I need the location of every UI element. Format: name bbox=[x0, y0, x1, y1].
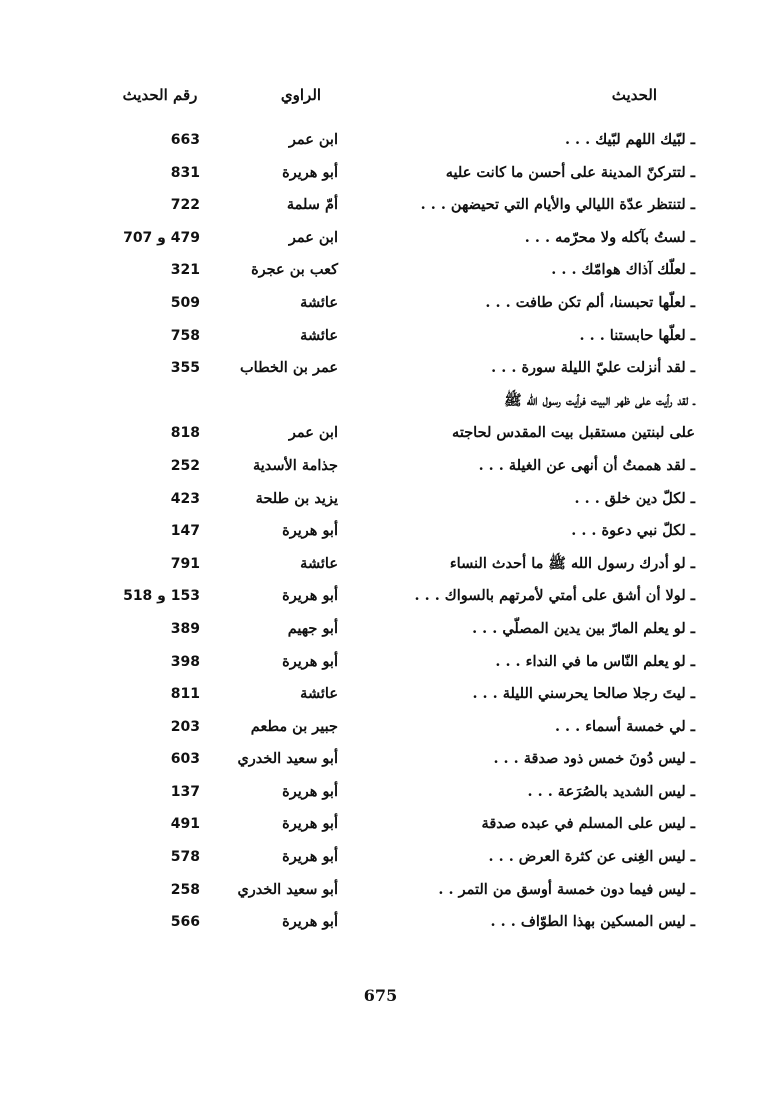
hadith-text: ـ ليس المسكين بهذا الطوّاف . . . bbox=[490, 913, 695, 931]
hadith-number: 423 bbox=[170, 490, 200, 507]
hadith-number: 389 bbox=[170, 620, 200, 637]
hadith-text: ـ لقد أنزلت عليّ الليلة سورة . . . bbox=[491, 359, 695, 377]
hadith-text: ـ لعلّها تحبسنا، ألم تكن طافت . . . bbox=[485, 293, 695, 311]
narrator: جذامة الأسدية bbox=[252, 456, 338, 474]
narrator: أمّ سلمة bbox=[286, 196, 338, 214]
narrator: كعب بن عجرة bbox=[251, 261, 338, 279]
table-row bbox=[0, 841, 761, 874]
hadith-number: 578 bbox=[170, 849, 200, 866]
page-number: 675 bbox=[363, 986, 398, 1005]
narrator: أبو هريرة bbox=[282, 163, 338, 181]
narrator: يزيد بن طلحة bbox=[255, 489, 338, 507]
hadith-number: 137 bbox=[170, 783, 200, 800]
table-row bbox=[0, 222, 761, 255]
hadith-number: 252 bbox=[170, 457, 200, 474]
narrator: أبو هريرة bbox=[282, 913, 338, 931]
hadith-text: ـ ليس فيما دون خمسة أوسق من التمر . . bbox=[438, 880, 695, 898]
table-row bbox=[0, 450, 761, 483]
hadith-text: ـ لي خمسة أسماء . . . bbox=[554, 717, 695, 735]
table-row bbox=[0, 189, 761, 222]
table-header bbox=[0, 86, 761, 116]
table-row bbox=[0, 678, 761, 711]
narrator: أبو هريرة bbox=[282, 652, 338, 670]
hadith-number: 491 bbox=[170, 816, 200, 833]
table-row bbox=[0, 874, 761, 907]
hadith-number: 603 bbox=[170, 751, 200, 768]
hadith-number: 398 bbox=[170, 653, 200, 670]
table-row bbox=[0, 776, 761, 809]
hadith-number: 566 bbox=[170, 914, 200, 931]
hadith-text: ـ لو أدرك رسول الله ﷺ ما أحدث النساء bbox=[449, 554, 695, 572]
hadith-text: ـ لكلّ نبي دعوة . . . bbox=[571, 522, 695, 540]
narrator: أبو جهيم bbox=[287, 619, 338, 637]
hadith-text: ـ لعلّك آذاك هوامّك . . . bbox=[551, 261, 695, 279]
narrator: عائشة bbox=[300, 685, 338, 703]
table-row bbox=[0, 548, 761, 581]
narrator: أبو سعيد الخدري bbox=[237, 880, 338, 898]
hadith-text: ـ لقد رأيت على ظهر البيت فرأيت رسول الله ﷺ bbox=[504, 391, 695, 409]
table-row bbox=[0, 287, 761, 320]
narrator: عائشة bbox=[300, 554, 338, 572]
hadith-number: 203 bbox=[170, 718, 200, 735]
table-row bbox=[0, 743, 761, 776]
table-row bbox=[0, 613, 761, 646]
narrator: ابن عمر bbox=[288, 131, 338, 148]
narrator: عائشة bbox=[300, 293, 338, 311]
hadith-text: ـ ليس الشديد بالصُرَعة . . . bbox=[527, 782, 695, 800]
hadith-text: ـ لو يعلم المارّ بين يدين المصلّي . . . bbox=[472, 619, 695, 637]
table-row bbox=[0, 254, 761, 287]
narrator: جبير بن مطعم bbox=[250, 717, 338, 735]
hadith-number: 663 bbox=[170, 132, 200, 148]
table-row bbox=[0, 320, 761, 353]
hadith-number: 811 bbox=[170, 686, 200, 703]
hadith-text: ـ ليس على المسلم في عبده صدقة bbox=[481, 815, 695, 833]
narrator: عائشة bbox=[300, 326, 338, 344]
hadith-text: ـ ليس دُونَ خمس ذود صدقة . . . bbox=[493, 750, 695, 768]
hadith-number: 355 bbox=[170, 360, 200, 377]
table-row bbox=[0, 515, 761, 548]
hadith-number: 147 bbox=[170, 523, 200, 540]
hadith-text: ـ لعلّها حابستنا . . . bbox=[579, 326, 695, 344]
narrator: أبو هريرة bbox=[282, 815, 338, 833]
hadith-text: ـ ليس الغِنى عن كثرة العرض . . . bbox=[488, 848, 695, 866]
table-row bbox=[0, 124, 761, 157]
hadith-number: 758 bbox=[170, 327, 200, 344]
hadith-number: 258 bbox=[170, 881, 200, 898]
hadith-number: 321 bbox=[170, 262, 200, 279]
hadith-index-table bbox=[0, 124, 761, 939]
hadith-text: ـ لستُ بآكله ولا محرّمه . . . bbox=[524, 228, 695, 246]
header-hadith: الحديث bbox=[611, 86, 657, 104]
table-row bbox=[0, 711, 761, 744]
hadith-text: ـ لكلّ دين خلق . . . bbox=[574, 489, 695, 507]
hadith-number: 509 bbox=[170, 294, 200, 311]
hadith-number: 153 و 518 bbox=[123, 588, 200, 605]
hadith-number: 791 bbox=[170, 555, 200, 572]
hadith-number: 479 و 707 bbox=[123, 229, 200, 246]
table-row bbox=[0, 417, 761, 450]
narrator: أبو هريرة bbox=[282, 522, 338, 540]
narrator: عمر بن الخطاب bbox=[240, 359, 338, 377]
narrator: ابن عمر bbox=[288, 424, 338, 442]
table-row bbox=[0, 580, 761, 613]
narrator: ابن عمر bbox=[288, 228, 338, 246]
narrator: أبو هريرة bbox=[282, 782, 338, 800]
narrator: أبو هريرة bbox=[282, 848, 338, 866]
hadith-text: ـ ليتَ رجلا صالحا يحرسني الليلة . . . bbox=[472, 685, 695, 703]
hadith-number: 818 bbox=[170, 425, 200, 442]
table-row bbox=[0, 808, 761, 841]
hadith-number: 831 bbox=[170, 164, 200, 181]
hadith-number: 722 bbox=[170, 197, 200, 214]
table-row bbox=[0, 157, 761, 190]
hadith-text: ـ لقد هممتُ أن أنهى عن الغيلة . . . bbox=[478, 456, 695, 474]
hadith-text: ـ لتنتظر عدّة الليالي والأيام التي تحيضهن . . . bbox=[420, 196, 695, 214]
table-row bbox=[0, 352, 761, 385]
hadith-text: ـ لتتركنّ المدينة على أحسن ما كانت عليه bbox=[445, 163, 695, 181]
header-number: رقم الحديث bbox=[122, 86, 198, 104]
hadith-text: ـ لبّيك اللهم لبّيك . . . bbox=[564, 131, 695, 148]
narrator: أبو سعيد الخدري bbox=[237, 750, 338, 768]
table-row bbox=[0, 906, 761, 939]
table-row bbox=[0, 385, 761, 418]
table-row bbox=[0, 646, 761, 679]
hadith-text: ـ لولا أن أشق على أمتي لأمرتهم بالسواك . . . bbox=[414, 587, 695, 605]
table-row bbox=[0, 483, 761, 516]
hadith-text: ـ لو يعلم النّاس ما في النداء . . . bbox=[495, 652, 695, 670]
hadith-text: على لبنتين مستقبل بيت المقدس لحاجته bbox=[452, 424, 695, 442]
header-rawi: الراوي bbox=[280, 86, 322, 104]
narrator: أبو هريرة bbox=[282, 587, 338, 605]
